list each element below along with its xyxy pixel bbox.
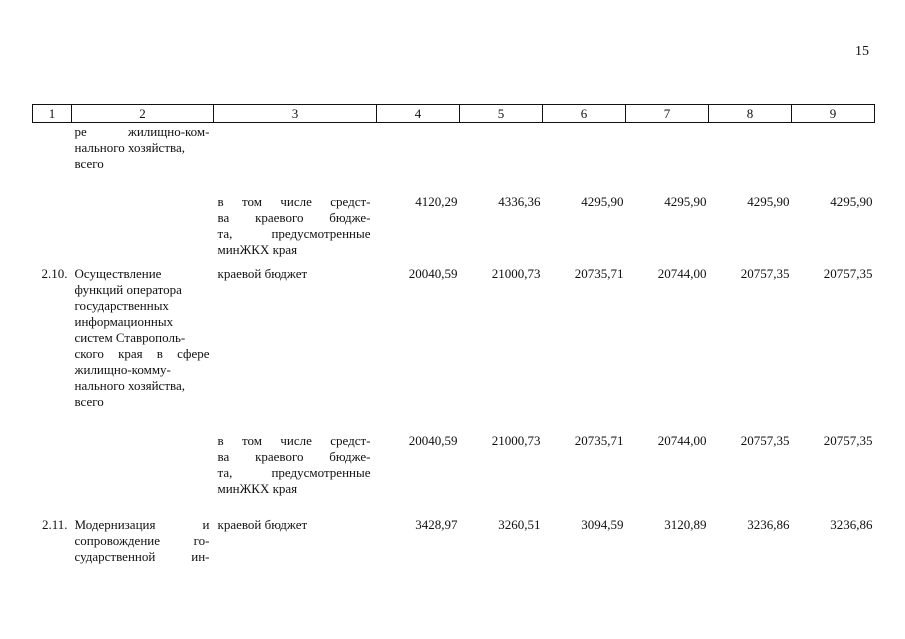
value-cell: [543, 123, 626, 195]
column-header: 3: [214, 105, 377, 123]
value-cell: 4295,90: [581, 194, 624, 209]
description-line: Модернизация и: [74, 517, 210, 532]
funding-source-line: минЖКХ края: [217, 481, 298, 496]
value-cell: [377, 123, 460, 195]
value-cell: 20744,00: [657, 266, 707, 281]
column-header: 6: [543, 105, 626, 123]
funding-source-line: та, предусмотренные: [217, 465, 371, 480]
value-cell: 20735,71: [574, 433, 624, 448]
value-cell: 3120,89: [664, 517, 707, 532]
description-line: государственных: [74, 298, 169, 313]
table-body: [33, 123, 875, 568]
column-header: 8: [709, 105, 792, 123]
funding-source: [214, 266, 377, 433]
value-cell: 20757,35: [823, 266, 873, 281]
value-cell: 20757,35: [740, 266, 790, 281]
budget-table-wrapper: [32, 104, 874, 567]
description-line: жилищно-комму-: [74, 362, 171, 377]
row-index: [33, 433, 72, 517]
value-cell: 3236,86: [747, 517, 790, 532]
value-cell: 4295,90: [747, 194, 790, 209]
description-line: сопровождение го-: [74, 533, 210, 548]
value-cell: 3260,51: [498, 517, 541, 532]
description-line: Осуществление: [74, 266, 162, 281]
description-line: информационных: [74, 314, 174, 329]
description-line: всего: [74, 394, 104, 409]
value-cell: 20757,35: [740, 433, 790, 448]
description-line: нального хозяйства,: [74, 378, 185, 393]
funding-source: [214, 433, 377, 517]
row-description: [72, 194, 214, 266]
funding-source-line: ва краевого бюдже-: [217, 449, 371, 464]
funding-source-line: в том числе средст-: [217, 433, 371, 448]
description-line: функций оператора: [74, 282, 182, 297]
column-header: 4: [377, 105, 460, 123]
value-cell: [460, 123, 543, 195]
table-row: [33, 433, 875, 517]
table-row: [33, 266, 875, 433]
row-description: [72, 266, 214, 433]
value-cell: 20040,59: [408, 266, 458, 281]
column-header: 2: [72, 105, 214, 123]
funding-source-line: краевой бюджет: [217, 517, 308, 532]
funding-source-line: та, предусмотренные: [217, 226, 371, 241]
row-description: [72, 433, 214, 517]
value-cell: [792, 123, 875, 195]
funding-source-line: минЖКХ края: [217, 242, 298, 257]
value-cell: 20744,00: [657, 433, 707, 448]
column-header: 1: [33, 105, 72, 123]
page-number: 15: [855, 44, 869, 59]
description-line: систем Ставрополь-: [74, 330, 186, 345]
column-header: 5: [460, 105, 543, 123]
table-row: [33, 123, 875, 195]
budget-table: [32, 104, 875, 567]
description-line: ре жилищно-ком-: [74, 124, 210, 139]
funding-source-line: в том числе средст-: [217, 194, 371, 209]
row-description: [72, 123, 214, 195]
value-cell: 20040,59: [408, 433, 458, 448]
funding-source-line: краевой бюджет: [217, 266, 308, 281]
value-cell: 4295,90: [664, 194, 707, 209]
description-line: нального хозяйства,: [74, 140, 185, 155]
description-line: сударственной ин-: [74, 549, 210, 564]
value-cell: 3428,97: [415, 517, 458, 532]
column-header: 9: [792, 105, 875, 123]
row-index: [33, 123, 72, 195]
value-cell: [626, 123, 709, 195]
value-cell: 4295,90: [830, 194, 873, 209]
value-cell: 3094,59: [581, 517, 624, 532]
table-row: [33, 194, 875, 266]
value-cell: 20757,35: [823, 433, 873, 448]
value-cell: 3236,86: [830, 517, 873, 532]
description-line: ского края в сфере: [74, 346, 210, 361]
row-index: 2.10.: [41, 266, 68, 281]
value-cell: 4120,29: [415, 194, 458, 209]
table-header-row: [33, 105, 875, 123]
funding-source-line: ва краевого бюдже-: [217, 210, 371, 225]
table-row: [33, 517, 875, 567]
value-cell: [709, 123, 792, 195]
value-cell: 20735,71: [574, 266, 624, 281]
description-line: всего: [74, 156, 104, 171]
column-header: 7: [626, 105, 709, 123]
row-description: [72, 517, 214, 567]
funding-source: [214, 194, 377, 266]
value-cell: 21000,73: [491, 266, 541, 281]
value-cell: 21000,73: [491, 433, 541, 448]
funding-source: [214, 517, 377, 567]
value-cell: 4336,36: [498, 194, 541, 209]
row-index: [33, 194, 72, 266]
row-index: 2.11.: [41, 517, 68, 532]
funding-source: [214, 123, 377, 195]
